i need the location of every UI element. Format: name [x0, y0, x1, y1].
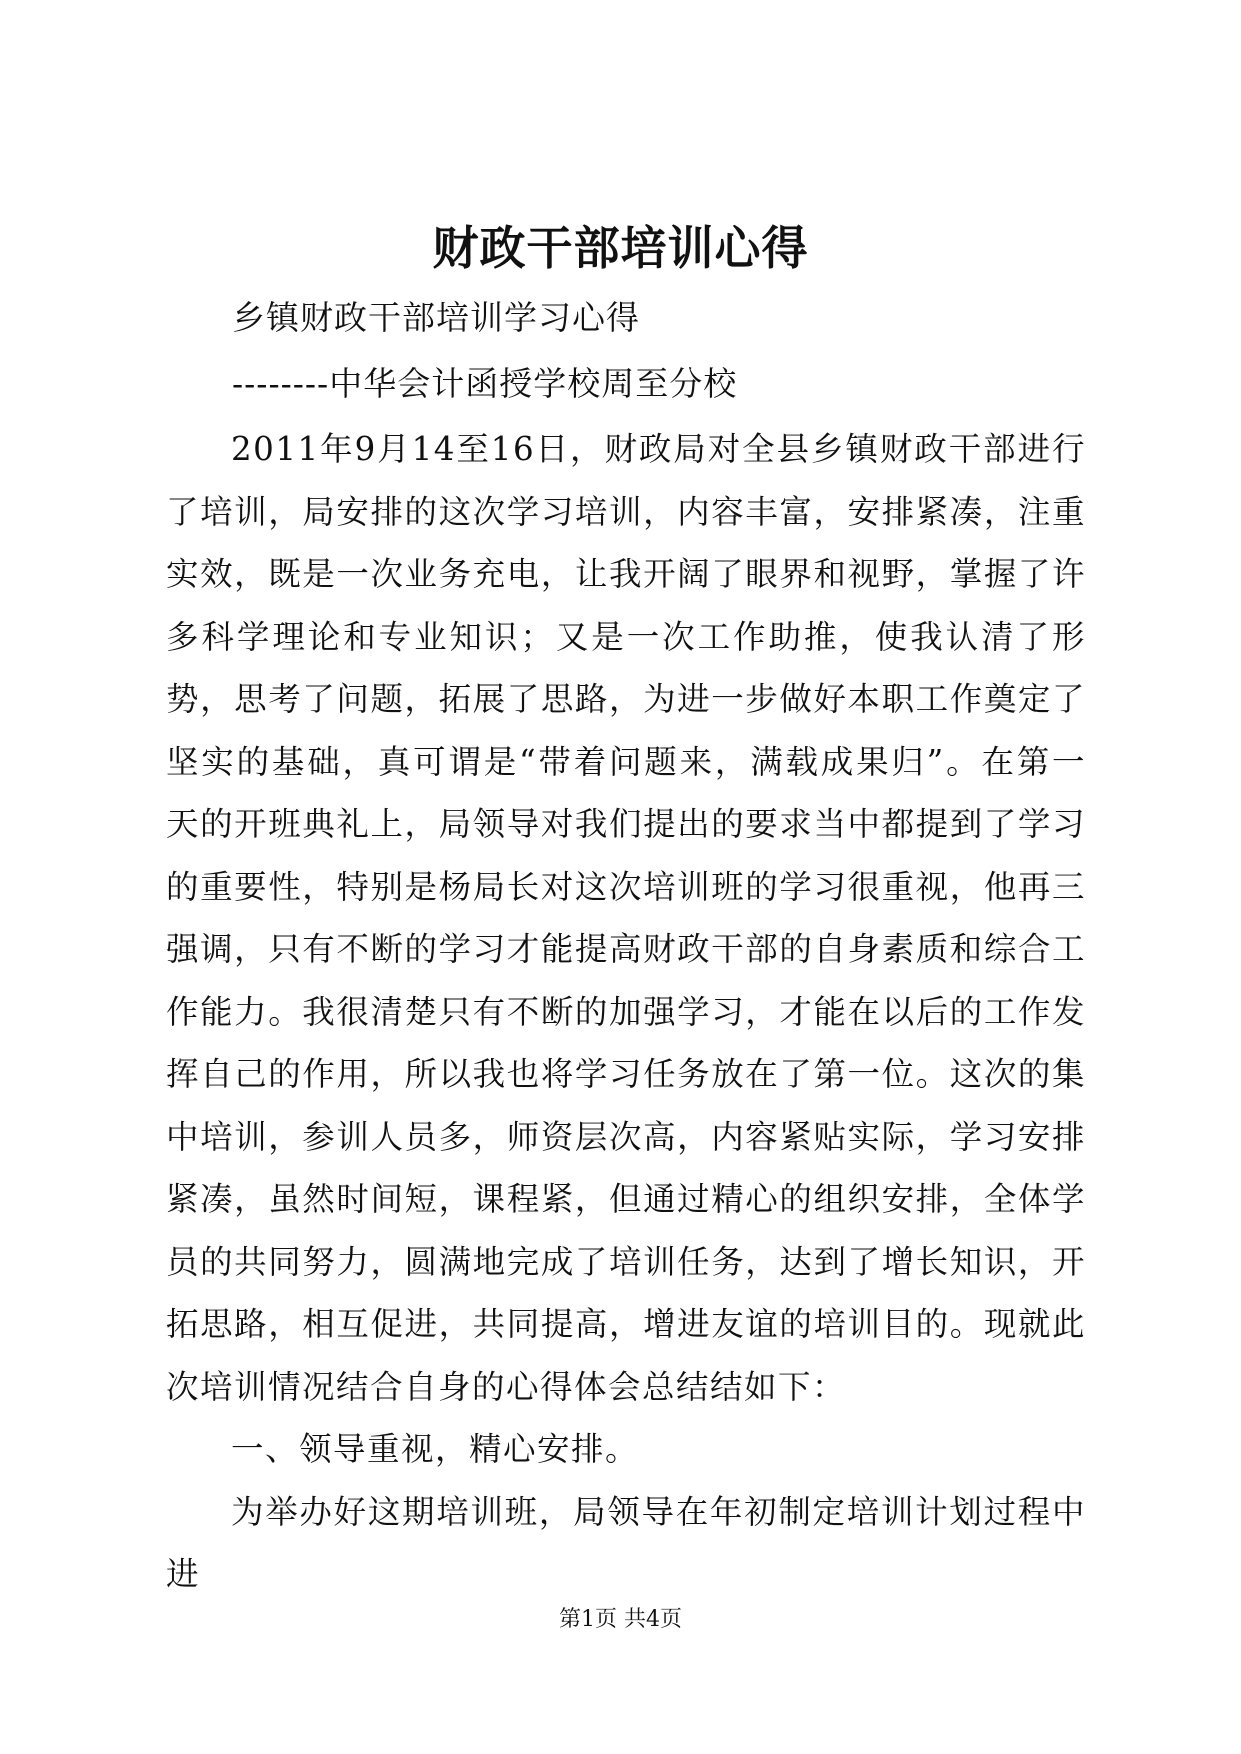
document-subtitle: 乡镇财政干部培训学习心得	[232, 298, 640, 337]
body-paragraph: 为举办好这期培训班，局领导在年初制定培训计划过程中进	[166, 1492, 1086, 1593]
body-paragraph: 2011年9月14至16日，财政局对全县乡镇财政干部进行了培训，局安排的这次学习培训，内容丰富，安排紧凑，注重实效，既是一次业务充电，让我开阔了眼界和视野，掌握了许多科学理论和专业知识；又是一次工作助推，使我认清了形势，思考了问题，拓展了思路，为进一步做好本职工作奠定了坚实的基础，真可谓是“带着问题来，满载成果归”。在第一天的开班典礼上，局领导对我们提出的要求当中都提到了学习的重要性，特别是杨局长对这次培训班的学习很重视，他再三强调，只有不断的学习才能提高财政干部的自身素质和综合工作能力。我很清楚只有不断的加强学习，才能在以后的工作发挥自己的作用，所以我也将学习任务放在了第一位。这次的集中培训，参训人员多，师资层次高，内容紧贴实际，学习安排紧凑，虽然时间短，课程紧，但通过精心的组织安排，全体学员的共同努力，圆满地完成了培训任务，达到了增长知识，开拓思路，相互促进，共同提高，增进友谊的培训目的。现就此次培训情况结合自身的心得体会总结结如下：	[166, 430, 1086, 1406]
section-heading: 一、领导重视，精心安排。	[231, 1430, 640, 1468]
page-number-footer: 第1页 共4页	[559, 1607, 682, 1632]
document-body	[166, 418, 1086, 1606]
author-line: --------中华会计函授学校周至分校	[232, 364, 738, 403]
document-title: 财政干部培训心得	[432, 221, 809, 275]
